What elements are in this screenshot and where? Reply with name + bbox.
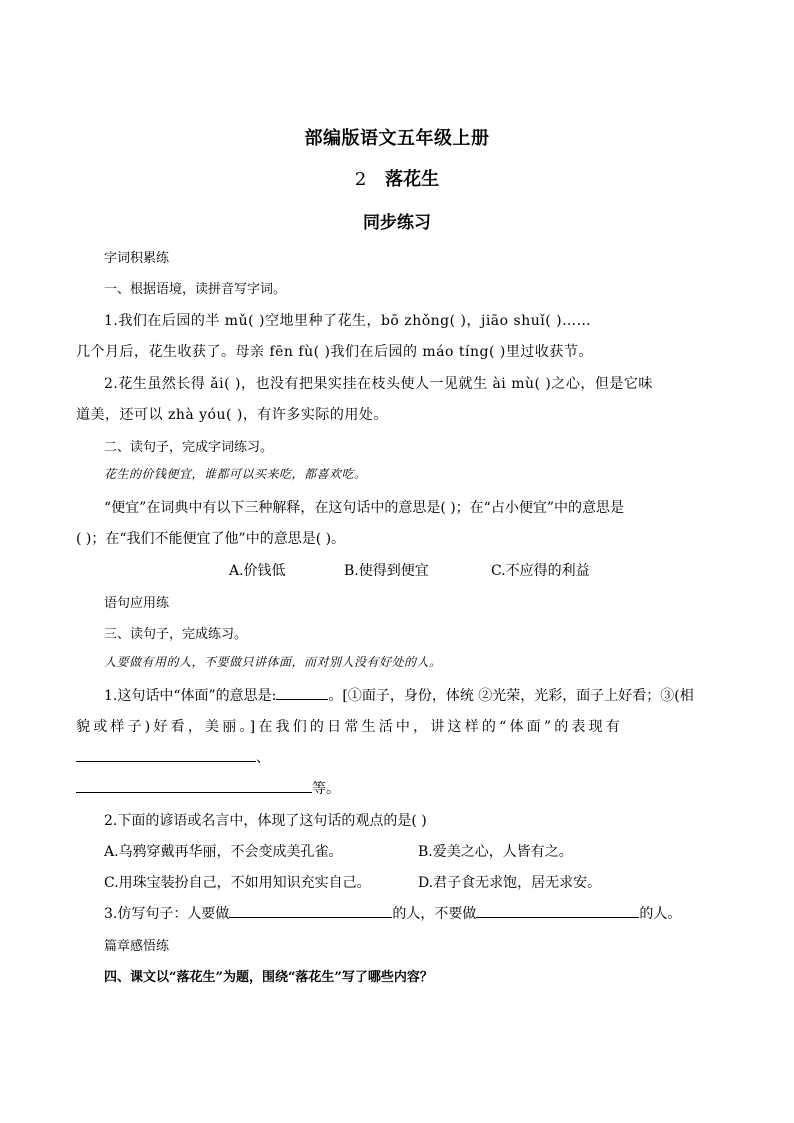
- question-3-quote: 人要做有用的人，不要做只讲体面，而对别人没有好处的人。: [104, 655, 442, 669]
- question-4-title: 四、课文以“落花生”为题，围绕“落花生”写了哪些内容？: [104, 970, 433, 985]
- section-heading-sentence: 语句应用练: [104, 596, 170, 611]
- question-3-1-line-c: [76, 747, 270, 767]
- question-3-3-middle: 的人，不要做: [392, 906, 477, 922]
- question-1-2-line-b: 道美，还可以 zhà yóu( )，有许多实际的用处。: [76, 407, 388, 423]
- question-2-option-a: A.价钱低: [229, 563, 286, 579]
- page-title: 部编版语文五年级上册: [304, 128, 490, 149]
- question-2-line-a: “便宜”在词典中有以下三种解释，在这句话中的意思是( )；在“占小便宜”中的意思是: [104, 500, 625, 516]
- question-1-1-line-a: 1.我们在后园的半 mǔ( )空地里种了花生，bō zhǒng( )，jiāo shuǐ( )……: [104, 313, 592, 329]
- lesson-title: 落花生: [385, 169, 440, 190]
- question-3-3-prompt: 3.仿写句子：人要做: [104, 906, 230, 922]
- answer-blank-example-1[interactable]: [76, 747, 256, 762]
- lesson-heading: [0, 165, 794, 191]
- question-3-1-definitions: 。[①面子，身份，体统 ②光荣，光彩，面子上好看；③(相: [328, 688, 694, 704]
- question-3-1-line-a: [104, 685, 694, 705]
- question-1-2-line-a: 2.花生虽然长得 ǎi( )，也没有把果实挂在枝头使人一见就生 ài mù( )之心，但是它味: [104, 376, 653, 392]
- question-3-3-end: 的人。: [639, 906, 682, 922]
- question-2-line-b: ( )；在“我们不能便宜了他”中的意思是( )。: [76, 531, 346, 547]
- question-3-1-separator: 、: [256, 750, 270, 766]
- answer-blank-should-not[interactable]: [476, 903, 639, 918]
- section-heading-vocab: 字词积累练: [104, 251, 170, 266]
- question-3-1-line-d: [76, 778, 340, 798]
- question-3-1-line-b: 貌或样子)好看，美丽。]在我们的日常生活中，讲这样的“体面”的表现有: [76, 719, 624, 735]
- question-1-1-line-b: 几个月后，花生收获了。母亲 fēn fù( )我们在后园的 máo tíng( )里过收获节。: [76, 344, 593, 360]
- section-heading-passage: 篇章感悟练: [104, 939, 170, 954]
- lesson-number: 2: [354, 169, 367, 190]
- question-2-title: 二、读句子，完成字词练习。: [104, 440, 274, 455]
- question-3-2: 2.下面的谚语或名言中，体现了这句话的观点的是( ): [104, 813, 427, 829]
- question-3-3: [104, 903, 681, 923]
- question-2-option-c: C.不应得的利益: [491, 563, 590, 579]
- question-2-quote: 花生的价钱便宜，谁都可以买来吃，都喜欢吃。: [104, 467, 367, 481]
- answer-blank-example-2[interactable]: [76, 778, 312, 793]
- answer-blank-should[interactable]: [229, 903, 392, 918]
- question-3-title: 三、读句子，完成练习。: [104, 627, 248, 642]
- question-3-2-option-c: C.用珠宝装扮自己，不如用知识充实自己。: [104, 875, 371, 891]
- question-3-2-option-a: A.乌鸦穿戴再华丽，不会变成美孔雀。: [104, 844, 343, 860]
- question-1-title: 一、根据语境，读拼音写字词。: [104, 282, 287, 297]
- question-3-2-option-b: B.爱美之心，人皆有之。: [418, 844, 573, 860]
- question-3-1-prompt: 1.这句话中“体面”的意思是:: [104, 688, 277, 704]
- answer-blank-meaning[interactable]: [276, 685, 328, 700]
- question-3-2-option-d: D.君子食无求饱，居无求安。: [418, 875, 602, 891]
- question-2-option-b: B.使得到便宜: [344, 563, 429, 579]
- page-subtitle: 同步练习: [363, 213, 431, 233]
- question-3-1-ending: 等。: [312, 781, 340, 797]
